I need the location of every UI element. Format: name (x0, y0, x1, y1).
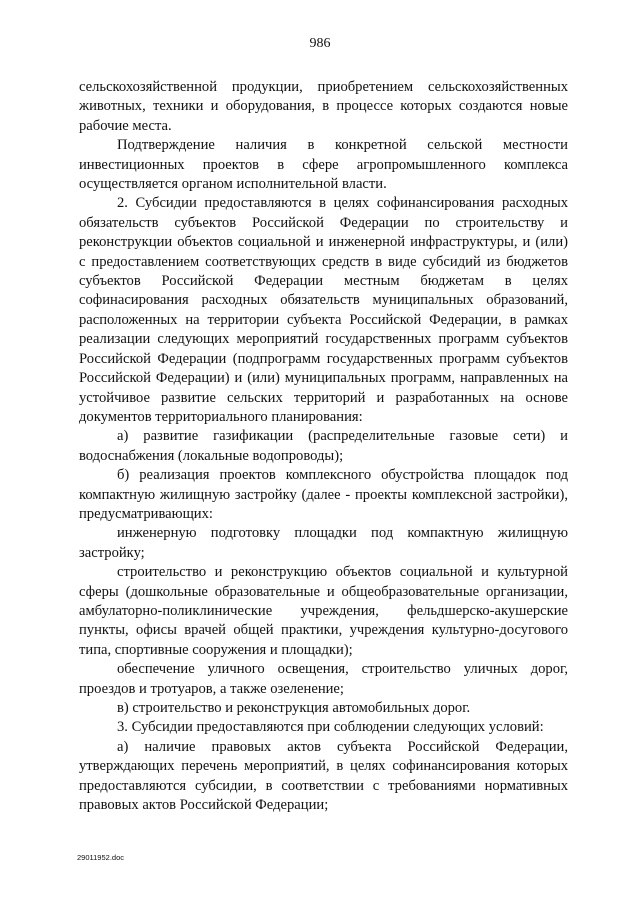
paragraph: 3. Субсидии предоставляются при соблюдении следующих условий: (117, 719, 544, 736)
list-item: строительство и реконструкцию объектов социальной и культурной сферы (дошкольные образовательные и общеобразовательные организации, амбулаторно-поликлинические учреждения, фельдшерско-акушерские пункты, офисы врачей общей практики, учреждения культурно-досугового типа, спортивные сооружения и площадки); (79, 564, 568, 658)
list-item: б) реализация проектов комплексного обустройства площадок под компактную жилищную застройку (далее - проекты комплексной застройки), предусматривающих: (79, 467, 568, 522)
paragraph: Подтверждение наличия в конкретной сельской местности инвестиционных проектов в сфере агропромышленного комплекса осуществляется органом исполнительной власти. (79, 137, 568, 193)
list-item: а) наличие правовых актов субъекта Российской Федерации, утверждающих перечень мероприятий, в целях софинансирования которых предоставляются субсидии, в соответствии с требованиями нормативных правовых актов Российской Федерации; (79, 738, 568, 814)
list-item: обеспечение уличного освещения, строительство уличных дорог, проездов и тротуаров, а также озеленение; (79, 661, 568, 697)
list-item: в) строительство и реконструкция автомобильных дорог. (117, 700, 471, 716)
document-body (79, 78, 568, 815)
paragraph: сельскохозяйственной продукции, приобретением сельскохозяйственных животных, техники и оборудования, в процессе которых создаются новые рабочие места. (79, 79, 568, 134)
paragraph: 2. Субсидии предоставляются в целях софинансирования расходных обязательств субъектов Российской Федерации по строительству и реконструкции объектов социальной и инженерной инфраструктуры, и (или) с предоставлением соответствующих средств в виде субсидий из бюджетов субъектов Российской Федерации местным бюджетам в целях софинасирования расходных обязательств муниципальных образований, расположенных на территории субъекта Российской Федерации, в рамках реализации следующих мероприятий государственных программ субъектов Российской Федерации (подпрограмм государственных программ субъектов Российской Федерации) и (или) муниципальных программ, направленных на устойчивое развитие сельских территорий и разработанных на основе документов территориального планирования: (79, 195, 568, 425)
page-number: 986 (309, 36, 331, 51)
list-item: инженерную подготовку площадки под компактную жилищную застройку; (79, 525, 568, 561)
list-item: а) развитие газификации (распределительные газовые сети) и водоснабжения (локальные водопроводы); (79, 428, 568, 464)
footer-filename: 29011952.doc (77, 853, 124, 862)
